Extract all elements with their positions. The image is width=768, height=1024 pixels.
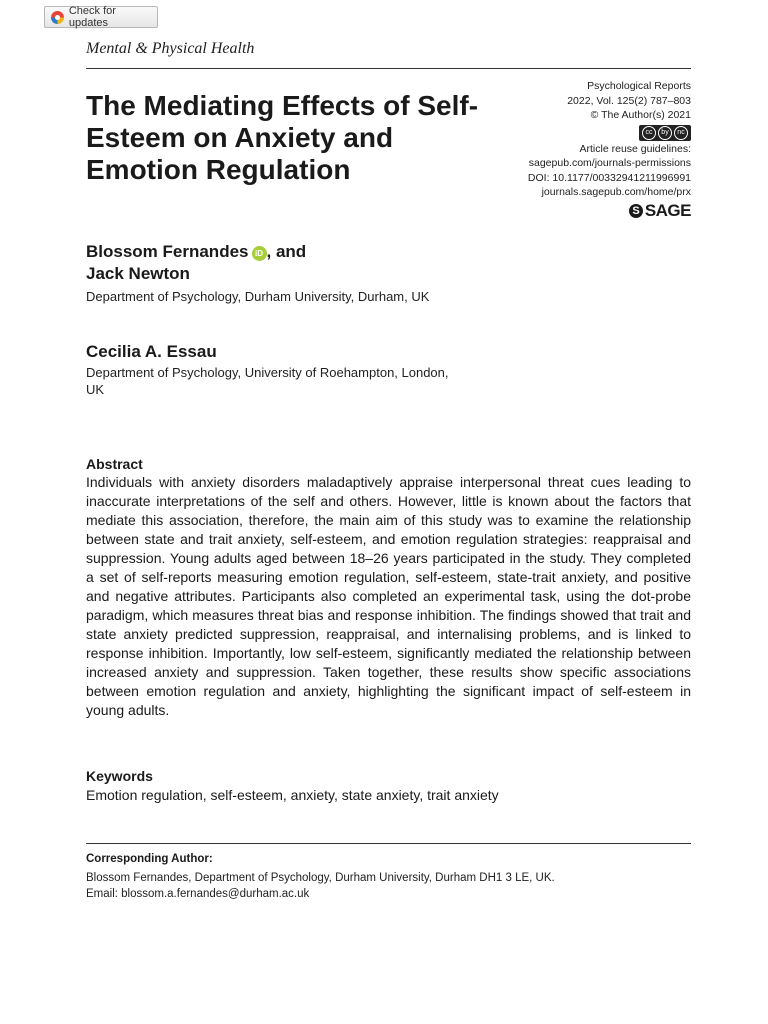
sage-logo xyxy=(629,200,691,220)
journal-homepage-link[interactable]: journals.sagepub.com/home/prx xyxy=(541,186,691,198)
nc-icon: nc xyxy=(674,126,688,140)
corresponding-author-label: Corresponding Author: xyxy=(86,853,213,865)
copyright: © The Author(s) 2021 xyxy=(590,109,691,121)
check-for-updates-label: Check for updates xyxy=(68,5,116,29)
author-1-suffix: , and xyxy=(266,242,307,261)
corresponding-email[interactable]: Email: blossom.a.fernandes@durham.ac.uk xyxy=(86,888,310,900)
abstract-heading: Abstract xyxy=(86,456,143,472)
article-title: The Mediating Effects of Self-Esteem on Anxiety and Emotion Regulation xyxy=(86,90,479,185)
author-1 xyxy=(86,242,306,262)
abstract-text: Individuals with anxiety disorders maladaptively appraise interpersonal threat cues leading to inaccurate interpretations of the self and others. However, little is known about the factors that mediate this association, therefore, the main aim of this study was to examine the relationship between state and trait anxiety, self-esteem, and emotion regulation strategies: reappraisal and suppression. Young adults aged between 18–26 years participated in the study. They completed a set of self-reports measuring emotion regulation, self-esteem, state-trait anxiety, and positive and negative attributes. Participants also completed an experimental task, using the dot-probe paradigm, which measures threat bias and response inhibition. The findings showed that trait and state anxiety predicted suppression, reappraisal, and internalising problems, and is linked to response inhibition. Importantly, low self-esteem, significantly mediated the relationship between increased anxiety and suppression. Taken together, these results show specific associations between emotion regulation and anxiety, highlighting the significant impact of self-esteem in young adults. xyxy=(86,474,691,718)
author-2-name: Jack Newton xyxy=(86,264,190,283)
cc-license-badge xyxy=(451,123,691,142)
doi[interactable]: DOI: 10.1177/00332941211996991 xyxy=(527,171,691,184)
keywords-text: Emotion regulation, self-esteem, anxiety, state anxiety, trait anxiety xyxy=(86,787,499,803)
footer-divider xyxy=(86,843,691,844)
publisher-name: SAGE xyxy=(644,200,691,220)
journal-volume: 2022, Vol. 125(2) 787–803 xyxy=(567,94,691,107)
cc-icon: cc xyxy=(642,126,656,140)
by-icon: by xyxy=(658,126,672,140)
header-divider xyxy=(86,68,691,69)
crossmark-icon xyxy=(51,11,64,24)
sage-logo-icon: S xyxy=(629,204,643,218)
keywords-heading: Keywords xyxy=(86,768,153,784)
permissions-link[interactable]: sagepub.com/journals-permissions xyxy=(528,157,691,169)
author-1-name: Blossom Fernandes xyxy=(86,242,249,261)
corresponding-address: Blossom Fernandes, Department of Psychology, Durham University, Durham DH1 3 LE, UK. xyxy=(86,872,555,884)
journal-name: Psychological Reports xyxy=(587,80,691,92)
orcid-icon[interactable]: iD xyxy=(252,246,267,261)
journal-section: Mental & Physical Health xyxy=(86,40,255,57)
corresponding-author-details xyxy=(86,870,555,902)
journal-info xyxy=(451,79,691,218)
affiliation-2: Department of Psychology, University of Roehampton, London, UK xyxy=(86,365,449,397)
check-for-updates-button[interactable] xyxy=(44,6,158,28)
author-3-name: Cecilia A. Essau xyxy=(86,342,217,361)
affiliation-1: Department of Psychology, Durham University, Durham, UK xyxy=(86,289,430,304)
reuse-guidelines: Article reuse guidelines: xyxy=(579,142,691,155)
